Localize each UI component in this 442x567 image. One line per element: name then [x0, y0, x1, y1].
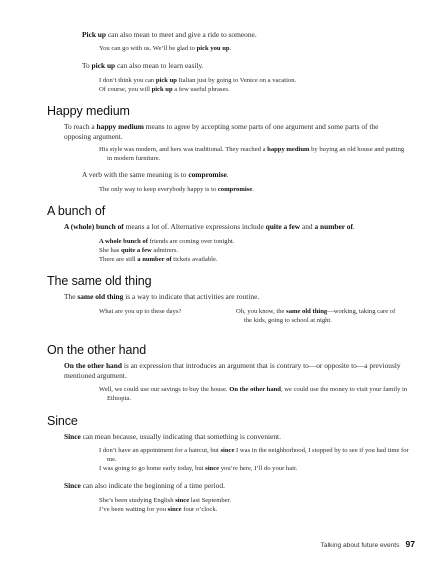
other-paragraph-1: On the other hand is an expression that introduces an argument that is contrary to—or opposite to—a previously mentioned argument.: [64, 361, 401, 380]
happy-example-1: His style was modern, and hers was traditional. They reached a happy medium by buying an old house and putting in modern furniture.: [99, 146, 405, 162]
happy-example-2: The only way to keep everybody happy is to compromise.: [99, 186, 254, 193]
since-example-2: I was going to go home early today, but since you’re here, I’ll do your hair.: [99, 465, 298, 472]
since-example-3: She’s been studying English since last September.: [99, 497, 232, 504]
pickup-paragraph-1: Pick up can also mean to meet and give a ride to someone.: [82, 30, 257, 39]
pickup-example-3: Of course, you will pick up a few useful phrases.: [99, 86, 230, 93]
bunch-example-3: There are still a number of tickets available.: [99, 256, 218, 263]
heading-on-the-other-hand: On the other hand: [47, 343, 147, 357]
pickup-paragraph-2: To pick up can also mean to learn easily.: [82, 61, 204, 70]
footer-section-title: Talking about future events: [320, 542, 400, 549]
heading-since: Since: [47, 414, 78, 428]
since-paragraph-2: Since can also indicate the beginning of a time period.: [64, 481, 225, 490]
page-number: 97: [405, 539, 415, 549]
pickup-example-1: You can go with us. We’ll be glad to pick you up.: [99, 45, 232, 52]
happy-paragraph-1: To reach a happy medium means to agree by accepting some parts of one argument and some parts of the opposing argument.: [64, 122, 379, 141]
other-example-1: Well, we could use our savings to buy the house. On the other hand, we could use the money to visit your family in Ethiopia.: [99, 386, 408, 402]
page-footer: [0, 539, 415, 549]
happy-paragraph-2: A verb with the same meaning is to compromise.: [82, 170, 229, 179]
same-dialog-question: What are you up to these days?: [99, 308, 182, 315]
heading-happy-medium: Happy medium: [47, 104, 130, 118]
pickup-example-2: I don’t think you can pick up Italian just by going to Venice on a vacation.: [99, 77, 297, 84]
heading-a-bunch-of: A bunch of: [47, 204, 106, 218]
bunch-paragraph-1: A (whole) bunch of means a lot of. Alternative expressions include quite a few and a number of.: [64, 222, 355, 231]
since-example-1: I don’t have an appointment for a haircut, but since I was in the neighborhood, I stopped by to see if you had time for me.: [99, 447, 409, 463]
since-paragraph-1: Since can mean because, usually indicating that something is convenient.: [64, 432, 281, 441]
heading-the-same-old-thing: The same old thing: [47, 274, 152, 288]
since-example-4: I’ve been waiting for you since four o’clock.: [99, 506, 218, 513]
bunch-example-1: A whole bunch of friends are coming over tonight.: [99, 238, 235, 245]
same-paragraph-1: The same old thing is a way to indicate that activities are routine.: [64, 292, 260, 301]
same-dialog-answer: Oh, you know, the same old thing—working, taking care of the kids, going to school at night.: [236, 308, 396, 324]
bunch-example-2: She has quite a few admirers.: [99, 247, 179, 254]
